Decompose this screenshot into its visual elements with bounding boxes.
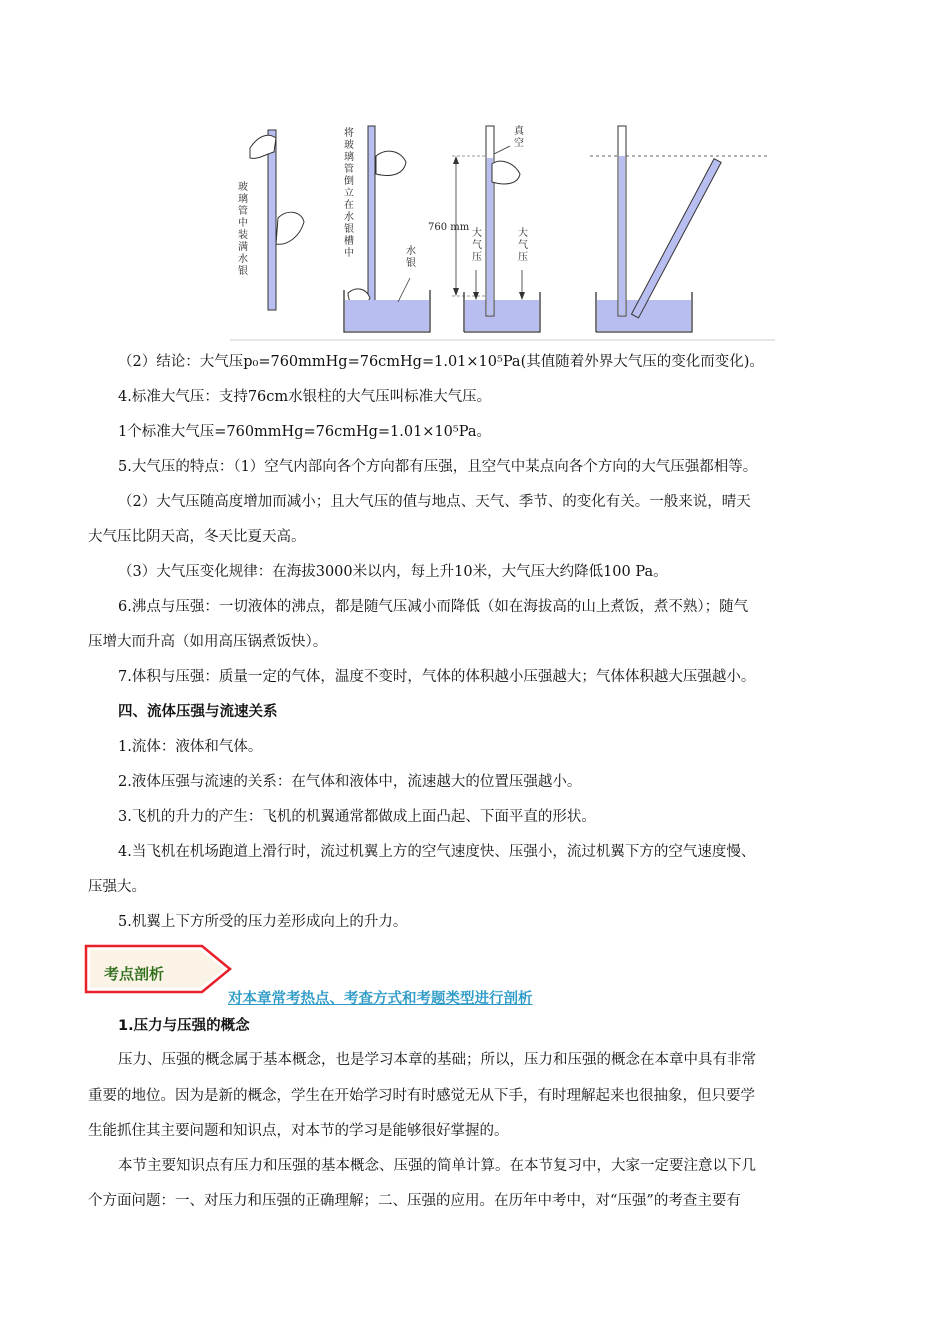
text-line: 大气压比阴天高，冬天比夏天高。 (88, 529, 306, 545)
label-left: 玻璃管中装满水银 (238, 182, 248, 277)
conclusion-line: （2）结论：大气压p₀=760mmHg=76cmHg=1.01×10⁵Pa(其值随着外界大气压的变化而变化)。 (118, 354, 764, 370)
text-line: 5.大气压的特点：（1）空气内部向各个方向都有压强，且空气中某点向各个方向的大气压强都相等。 (118, 459, 758, 475)
paragraph-line: 生能抓住其主要问题和知识点，对本节的学习是能够很好掌握的。 (88, 1123, 509, 1139)
text-line: 1.流体：液体和气体。 (118, 739, 263, 755)
panel-3 (428, 124, 540, 332)
label-middle: 将玻璃管倒立在水银槽中 (344, 128, 354, 259)
hand-right-icon (492, 161, 520, 184)
text-line: 压强大。 (88, 879, 146, 895)
paragraph-line: 本节主要知识点有压力和压强的基本概念、压强的简单计算。在本节复习中，大家一定要注意以下几 (118, 1158, 756, 1174)
text-line: 3.飞机的升力的产生：飞机的机翼通常都做成上面凸起、下面平直的形状。 (118, 809, 596, 825)
text-line: 7.体积与压强：质量一定的气体，温度不变时，气体的体积越小压强越大；气体体积越大压强越小。 (118, 669, 756, 685)
label-pressure-left: 大气压 (472, 228, 482, 263)
paragraph-line: 压力、压强的概念属于基本概念，也是学习本章的基础；所以，压力和压强的概念在本章中具有非常 (118, 1052, 756, 1068)
panel-2 (344, 126, 430, 332)
torricelli-diagram (230, 118, 775, 343)
text-line: 6.沸点与压强：一切液体的沸点，都是随气压减小而降低（如在海拔高的山上煮饭，煮不熟）；随气 (118, 599, 749, 615)
label-pressure-right: 大气压 (518, 228, 528, 263)
hand-middle-icon (376, 151, 406, 175)
text-line: 4.标准大气压：支持76cm水银柱的大气压叫标准大气压。 (118, 389, 492, 405)
text-line: 1个标准大气压=760mmHg=76cmHg=1.01×10⁵Pa。 (118, 424, 491, 440)
banner-subtitle: 对本章常考热点、考查方式和考题类型进行剖析 (228, 991, 533, 1007)
text-line: 压增大而升高（如用高压锅煮饭快）。 (88, 634, 328, 650)
label-height: 760 mm (428, 222, 470, 233)
section-heading: 1.压力与压强的概念 (118, 1018, 250, 1034)
panel-4 (590, 126, 770, 332)
label-vacuum: 真空 (514, 126, 524, 149)
torricelli-figure (230, 118, 775, 343)
text-line: （3）大气压变化规律：在海拔3000米以内，每上升10米，大气压大约降低100 Pa。 (118, 564, 668, 580)
banner-label: 考点剖析 (104, 965, 165, 983)
panel-1 (238, 130, 304, 310)
text-line: 5.机翼上下方所受的压力差形成向上的升力。 (118, 914, 408, 930)
paragraph-line: 个方面问题：一、对压力和压强的正确理解；二、压强的应用。在历年中考中，对“压强”的考查主要有 (88, 1193, 741, 1209)
label-mercury: 水银 (406, 246, 416, 269)
text-line: 4.当飞机在机场跑道上滑行时，流过机翼上方的空气速度快、压强小，流过机翼下方的空气速度慢、 (118, 844, 756, 860)
hand-bottom-icon (276, 212, 304, 244)
paragraph-line: 重要的地位。因为是新的概念，学生在开始学习时有时感觉无从下手，有时理解起来也很抽象，但只要学 (88, 1088, 755, 1104)
section-heading: 四、流体压强与流速关系 (118, 704, 278, 720)
text-line: （2）大气压随高度增加而减小；且大气压的值与地点、天气、季节、的变化有关。一般来说，晴天 (118, 494, 751, 510)
text-line: 2.液体压强与流速的关系：在气体和液体中，流速越大的位置压强越小。 (118, 774, 582, 790)
